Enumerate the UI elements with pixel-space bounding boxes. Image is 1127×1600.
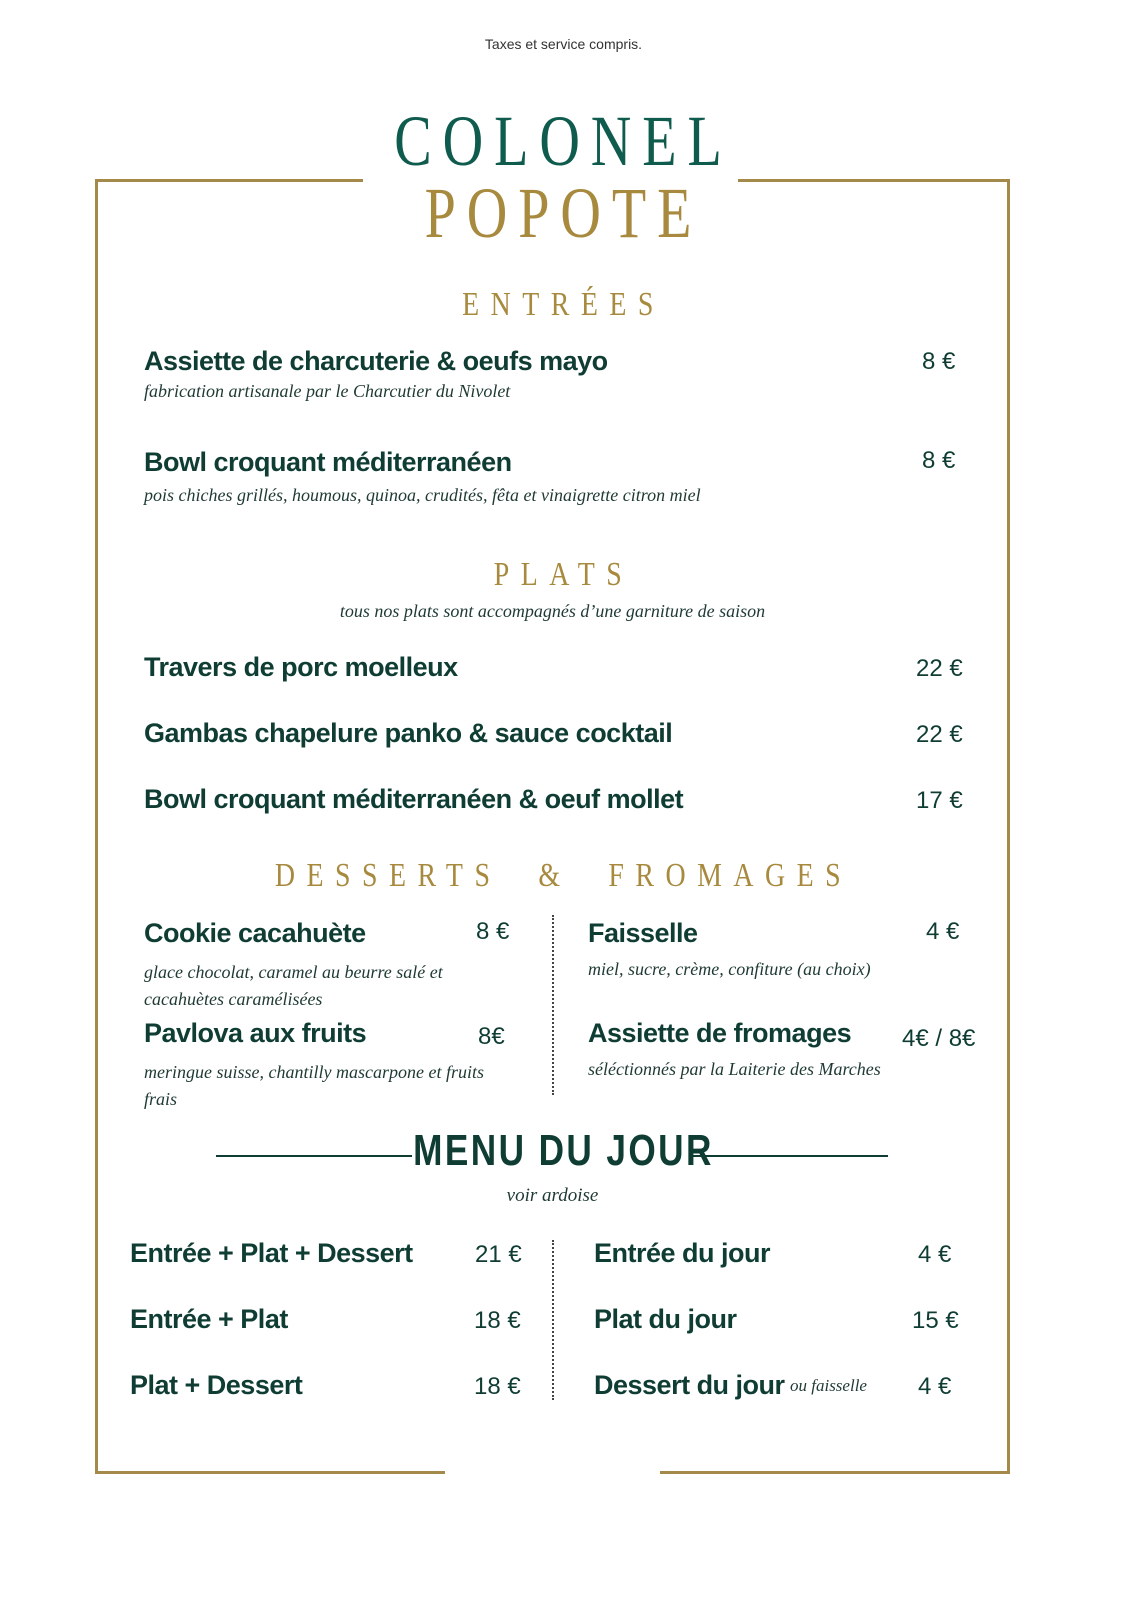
formula-price: 21 € (475, 1241, 522, 1268)
daily-item-price: 4 € (918, 1241, 952, 1268)
formula-price: 18 € (474, 1307, 521, 1334)
plats-subtitle: tous nos plats sont accompagnés d’une garniture de saison (339, 601, 766, 621)
column-divider (552, 1240, 554, 1400)
daily-item-price: 4 € (918, 1373, 952, 1400)
dessert-item-name: Pavlova aux fruits (144, 1018, 367, 1048)
entree-item-desc: fabrication artisanale par le Charcutier du Nivolet (144, 381, 511, 401)
plat-item-name: Gambas chapelure panko & sauce cocktail (144, 718, 673, 748)
column-divider (552, 915, 554, 1095)
fromage-item-desc: miel, sucre, crème, confiture (au choix) (588, 959, 871, 979)
fromage-item-price: 4€ / 8€ (902, 1025, 976, 1052)
formula-name: Plat + Dessert (130, 1370, 303, 1400)
daily-item-note: ou faisselle (790, 1376, 867, 1395)
daily-item-price: 15 € (912, 1307, 959, 1334)
frame-bottom-right (660, 1471, 1010, 1474)
brand-line-2: POPOTE (424, 173, 703, 253)
fromage-item-name: Faisselle (588, 918, 698, 948)
entree-item-price: 8 € (922, 348, 956, 375)
plat-item-price: 22 € (916, 721, 963, 748)
frame-right (1007, 179, 1010, 1474)
frame-left (95, 179, 98, 1474)
menu-du-jour-subtitle: voir ardoise (506, 1185, 599, 1206)
daily-item-name: Plat du jour (594, 1304, 737, 1334)
plat-item-name: Travers de porc moelleux (144, 652, 458, 682)
frame-bottom-left (95, 1471, 445, 1474)
fromage-item-desc: séléctionnés par la Laiterie des Marches (588, 1059, 881, 1079)
dessert-item-desc: glace chocolat, caramel au beurre salé et cacahuètes caramélisées (144, 962, 443, 1009)
fromage-item-name: Assiette de fromages (588, 1018, 852, 1048)
brand-line-1: COLONEL (394, 101, 733, 181)
plat-item-name: Bowl croquant méditerranéen & oeuf mollet (144, 784, 684, 814)
section-title-desserts: DESSERTS & FROMAGES (274, 857, 853, 894)
formula-name: Entrée + Plat (130, 1304, 288, 1334)
daily-item-name: Entrée du jour (594, 1238, 771, 1268)
formula-price: 18 € (474, 1373, 521, 1400)
dessert-item-name: Cookie cacahuète (144, 918, 366, 948)
entree-item-price: 8 € (922, 447, 956, 474)
plat-item-price: 17 € (916, 787, 963, 814)
entree-item-name: Assiette de charcuterie & oeufs mayo (144, 346, 608, 376)
entree-item-desc: pois chiches grillés, houmous, quinoa, crudités, fêta et vinaigrette citron miel (144, 485, 701, 505)
section-title-entrees: ENTRÉES (462, 286, 665, 323)
fromage-item-price: 4 € (926, 918, 960, 945)
daily-item-name: Dessert du jour (594, 1370, 785, 1400)
dessert-item-price: 8€ (478, 1023, 505, 1050)
plat-item-price: 22 € (916, 655, 963, 682)
section-title-plats: PLATS (493, 556, 634, 593)
tax-note: Taxes et service compris. (484, 36, 643, 52)
formula-name: Entrée + Plat + Dessert (130, 1238, 413, 1268)
dessert-item-price: 8 € (476, 918, 510, 945)
menu-du-jour-title: MENU DU JOUR (413, 1126, 714, 1175)
dessert-item-desc: meringue suisse, chantilly mascarpone et fruits frais (144, 1062, 484, 1109)
entree-item-name: Bowl croquant méditerranéen (144, 447, 512, 477)
